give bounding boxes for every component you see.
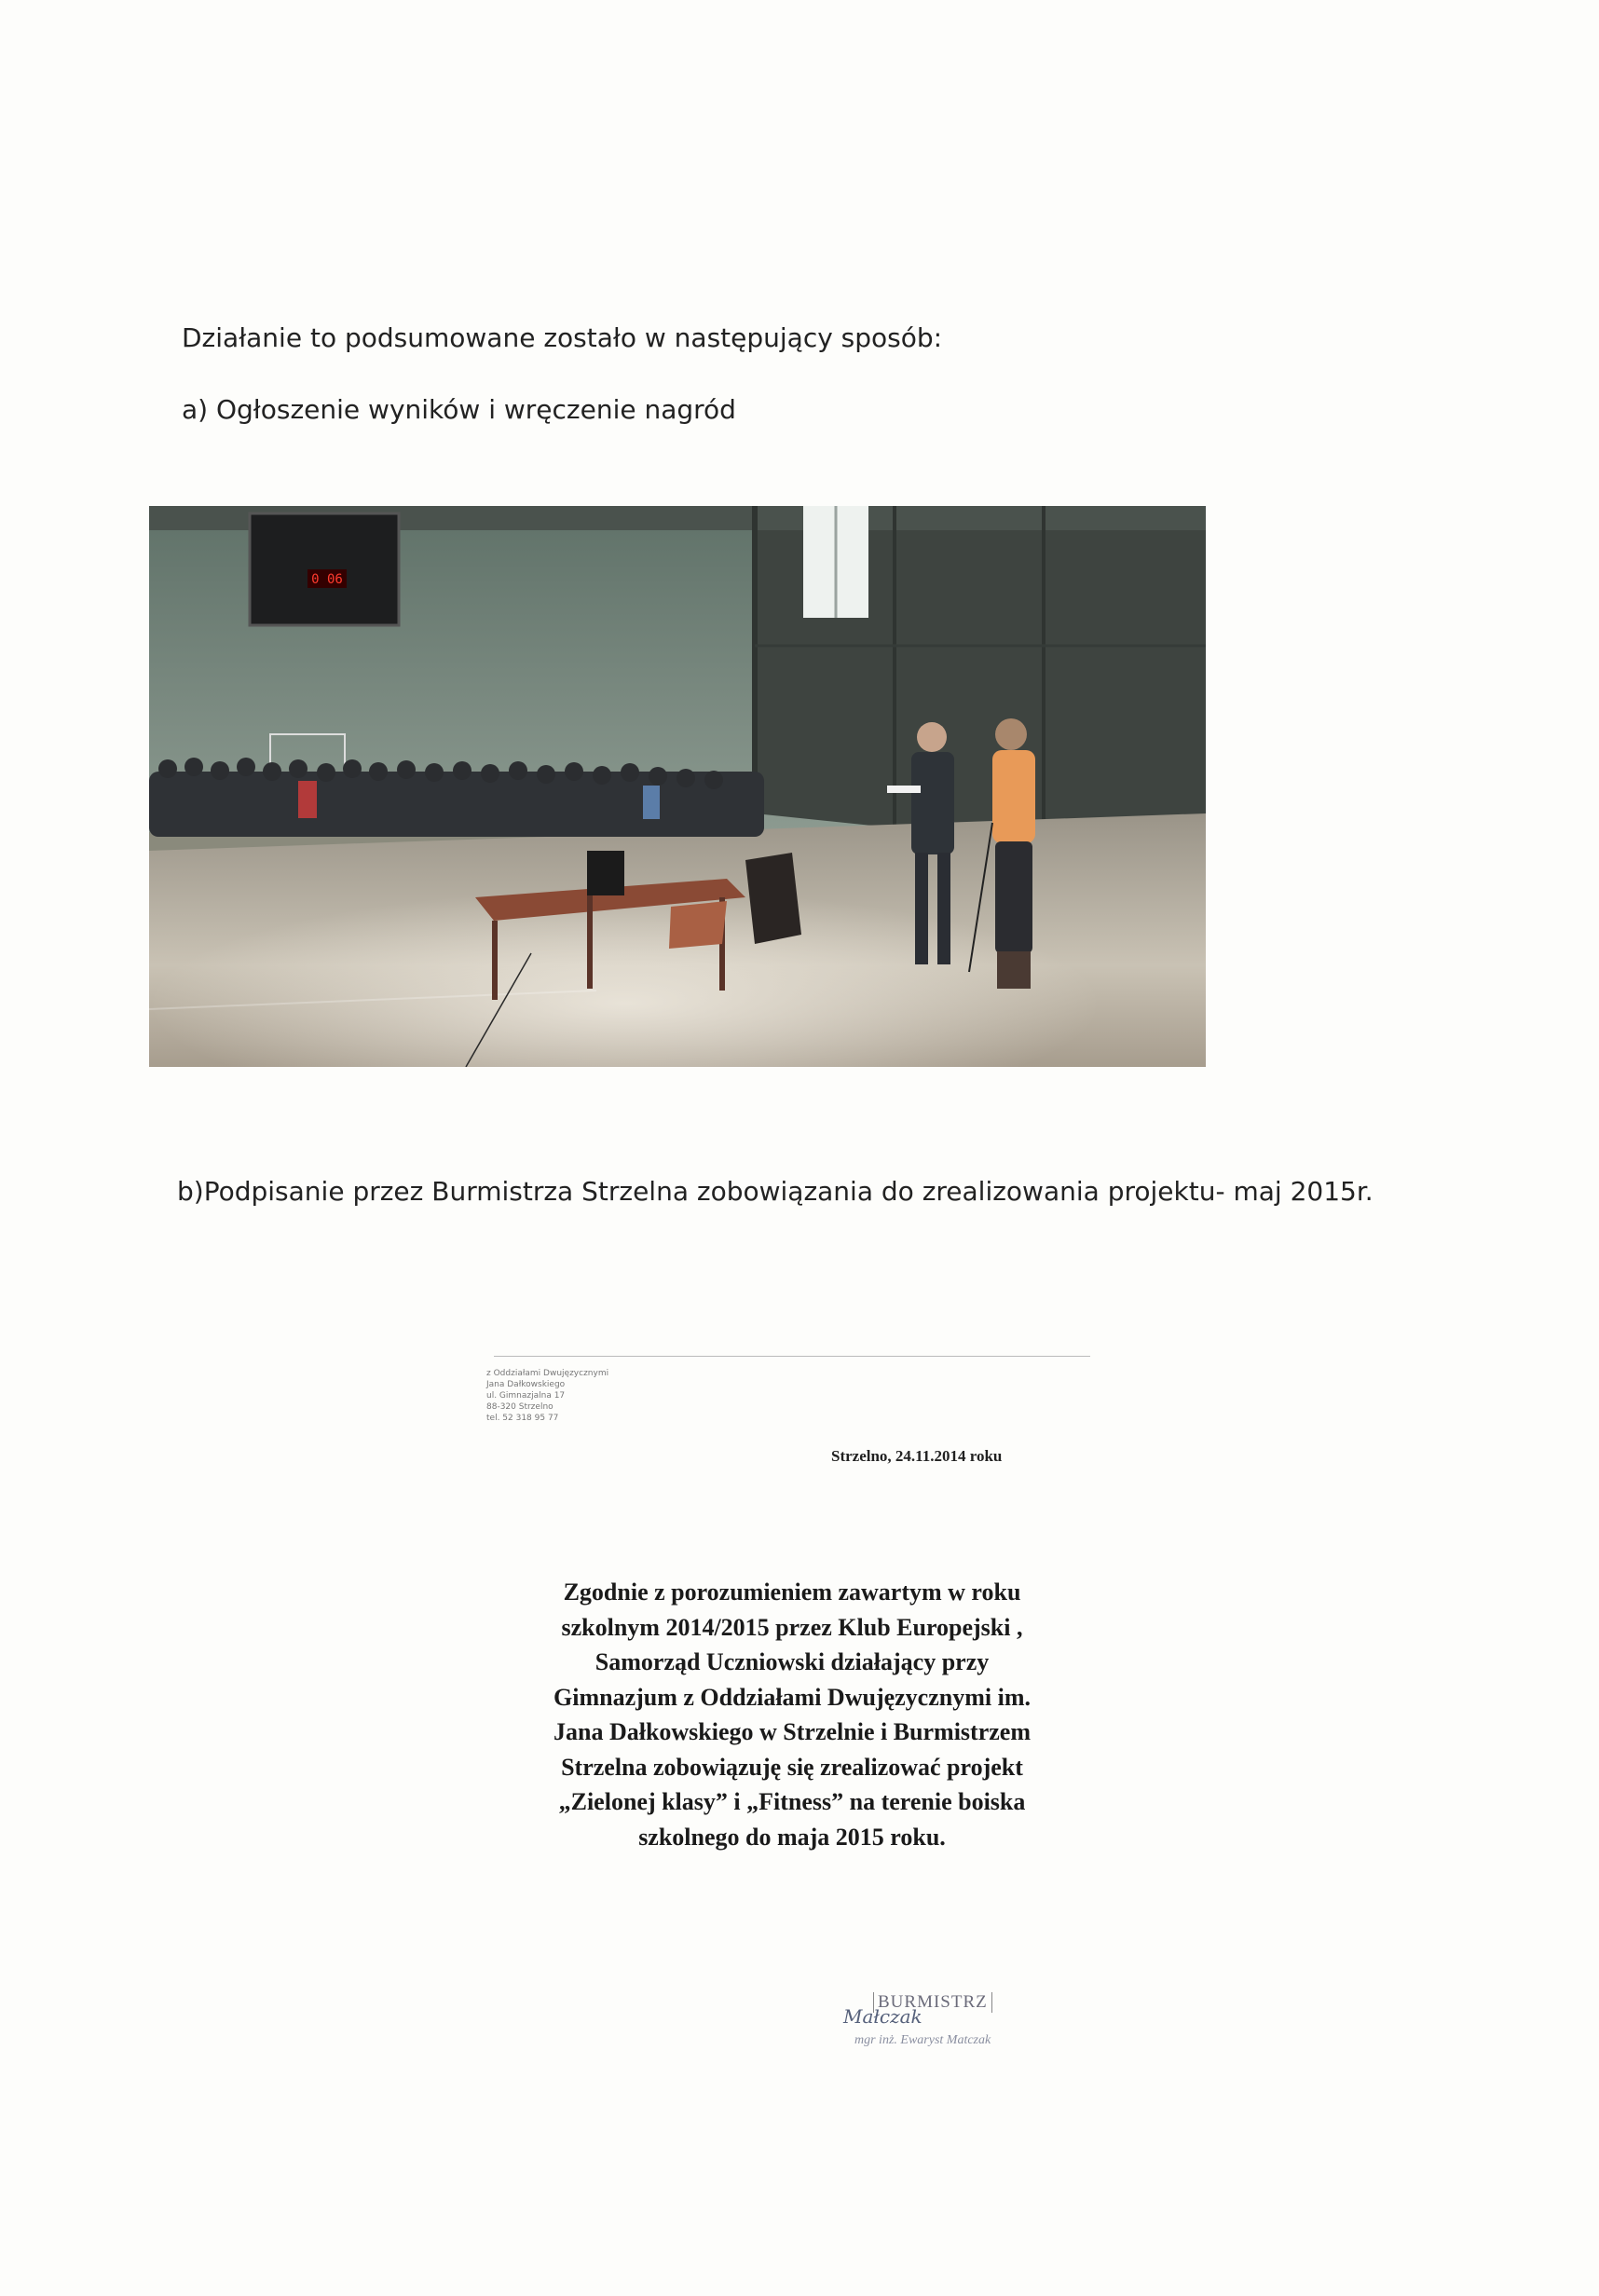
award-ceremony-photo <box>149 506 1206 1067</box>
commitment-letter <box>475 1351 1109 2078</box>
letter-body-line: Samorząd Uczniowski działający przy <box>594 1648 990 1675</box>
letterhead-line: Jana Dałkowskiego <box>486 1380 566 1389</box>
letterhead-line: 88-320 Strzelno <box>486 1402 554 1412</box>
letter-date: Strzelno, 24.11.2014 roku <box>831 1447 1003 1465</box>
letter-body-line: Zgodnie z porozumieniem zawartym w roku <box>563 1578 1021 1606</box>
school-letterhead <box>486 1368 608 1424</box>
letterhead-line: z Oddziałami Dwujęzycznymi <box>486 1369 609 1378</box>
letterhead-line: tel. 52 318 95 77 <box>486 1414 559 1423</box>
gym-hall-illustration <box>149 506 1206 1067</box>
letter-body-line: szkolnego do maja 2015 roku. <box>638 1823 946 1851</box>
letter-body-line: „Zielonej klasy” i „Fitness” na terenie boiska <box>558 1788 1026 1815</box>
item-b-text: b)Podpisanie przez Burmistrza Strzelna zobowiązania do zrealizowania projektu- maj 2015r. <box>177 1176 1374 1207</box>
letter-body-line: szkolnym 2014/2015 przez Klub Europejski , <box>561 1613 1023 1641</box>
mayor-stamp <box>834 1992 1048 2057</box>
handwritten-signature: Małczak <box>843 2005 922 2028</box>
stamp-name: mgr inż. Ewaryst Matczak <box>854 2033 991 2047</box>
item-a-text: a) Ogłoszenie wyników i wręczenie nagród <box>182 394 736 425</box>
scoreboard-digits: 0 06 <box>311 572 343 587</box>
letter-body <box>475 1575 1109 1854</box>
intro-text: Działanie to podsumowane zostało w następujący sposób: <box>182 322 943 353</box>
letterhead-line: ul. Gimnazjalna 17 <box>486 1391 566 1401</box>
stamp-title: BURMISTRZ <box>873 1992 992 2013</box>
letter-body-line: Strzelna zobowiązuję się zrealizować projekt <box>561 1753 1023 1781</box>
letterhead-rule <box>494 1356 1090 1357</box>
letter-body-line: Gimnazjum z Oddziałami Dwujęzycznymi im. <box>554 1683 1031 1711</box>
letter-body-line: Jana Dałkowskiego w Strzelnie i Burmistrzem <box>553 1718 1031 1745</box>
